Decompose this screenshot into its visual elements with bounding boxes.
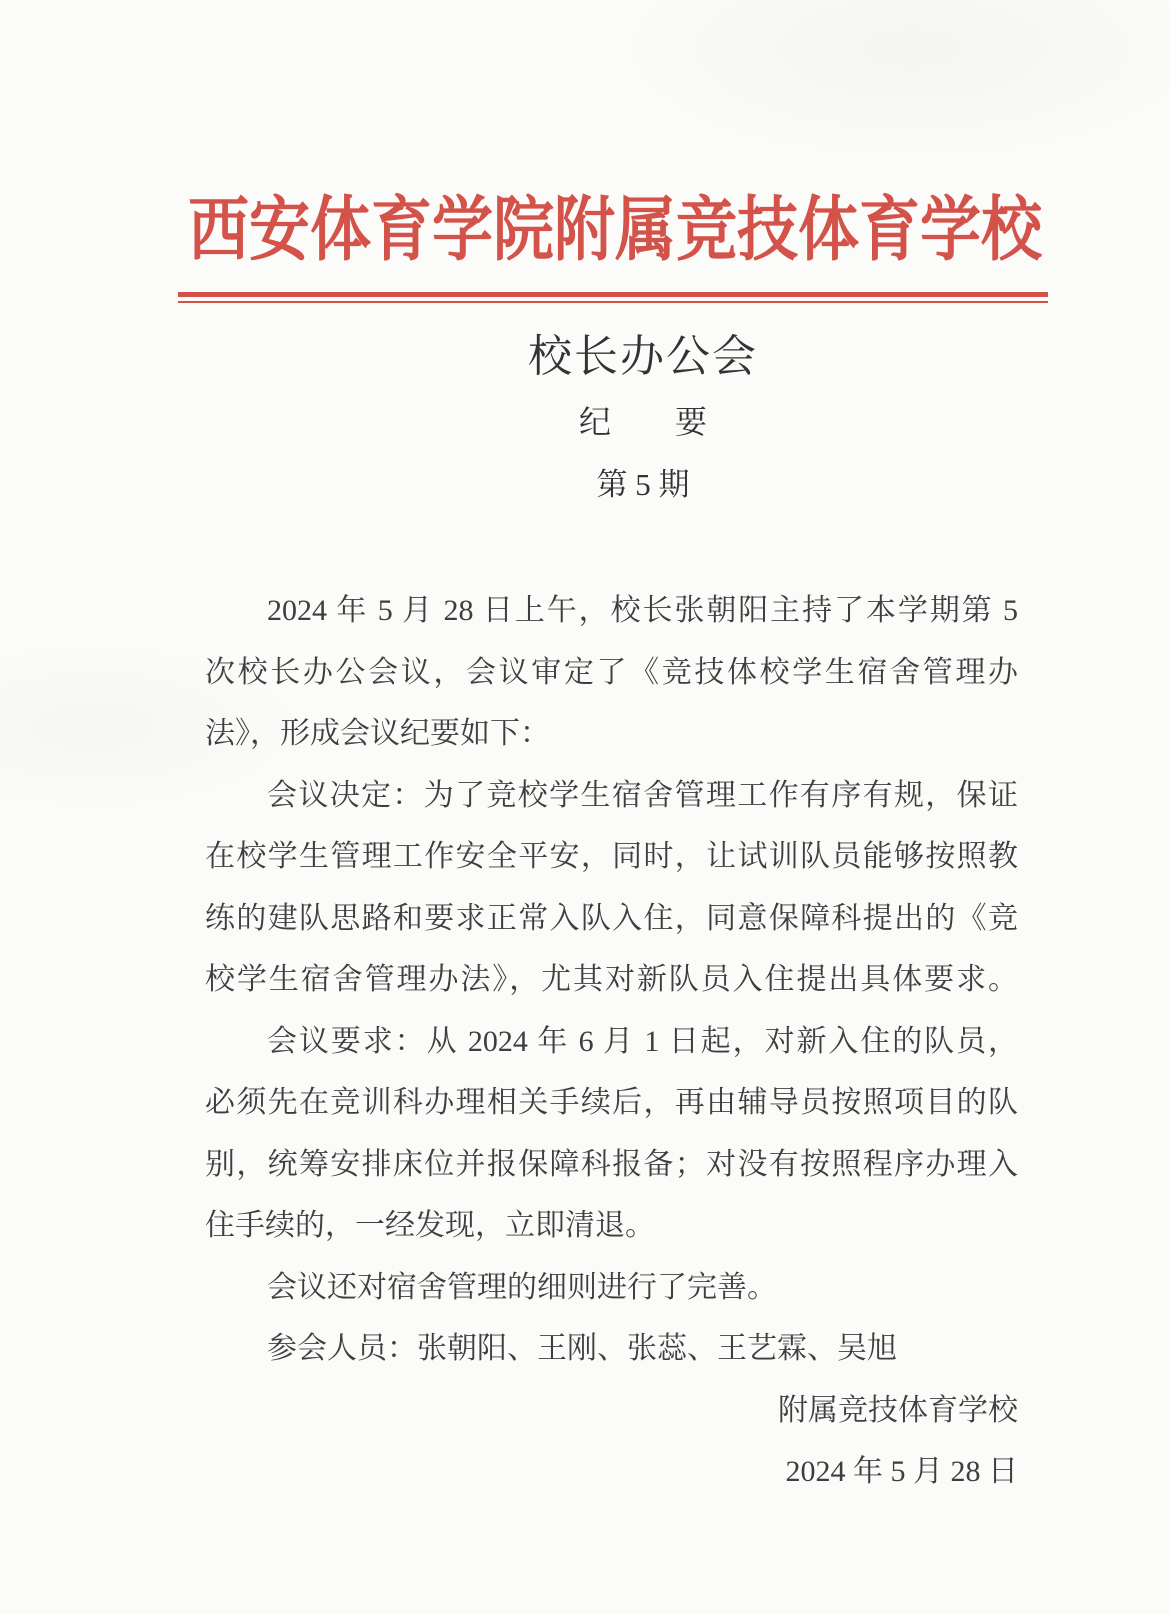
body-line: 会议决定：为了竞校学生宿舍管理工作有序有规，保证 xyxy=(267,778,1018,812)
document-title: 校长办公会 xyxy=(528,332,758,381)
body-lines xyxy=(205,580,1018,1380)
document-subtitle: 纪 要 xyxy=(578,404,707,440)
body-line: 会议还对宿舍管理的细则进行了完善。 xyxy=(267,1270,777,1304)
body-line: 法》，形成会议纪要如下： xyxy=(205,717,550,750)
signature-date: 2024 年 5 月 28 日 xyxy=(785,1455,1018,1488)
body-line: 别，统筹安排床位并报保障科报备；对没有按照程序办理入 xyxy=(205,1147,1018,1181)
body-line: 校学生宿舍管理办法》，尤其对新队员入住提出具体要求。 xyxy=(205,963,1018,996)
body-line: 参会人员：张朝阳、王刚、张蕊、王艺霖、吴旭 xyxy=(267,1332,897,1365)
body-line: 练的建队思路和要求正常入队入住，同意保障科提出的《竞 xyxy=(205,901,1018,935)
letterhead-double-rule xyxy=(178,292,1048,303)
title-block xyxy=(58,330,1170,500)
body-text xyxy=(205,580,1018,1503)
body-line: 次校长办公会议，会议审定了《竞技体校学生宿舍管理办 xyxy=(205,655,1018,689)
signature-organization: 附属竞技体育学校 xyxy=(778,1393,1018,1427)
issue-number: 第 5 期 xyxy=(596,467,690,502)
body-line: 2024 年 5 月 28 日上午，校长张朝阳主持了本学期第 5 xyxy=(267,594,1018,627)
body-line: 必须先在竞训科办理相关手续后，再由辅导员按照项目的队 xyxy=(205,1086,1018,1119)
body-line: 在校学生管理工作安全平安，同时，让试训队员能够按照教 xyxy=(205,840,1018,873)
body-line: 住手续的，一经发现，立即清退。 xyxy=(205,1209,655,1242)
letterhead-school-name: 西安体育学院附属竞技体育学校 xyxy=(187,192,1042,270)
body-line: 会议要求：从 2024 年 6 月 1 日起，对新入住的队员， xyxy=(267,1024,1018,1058)
